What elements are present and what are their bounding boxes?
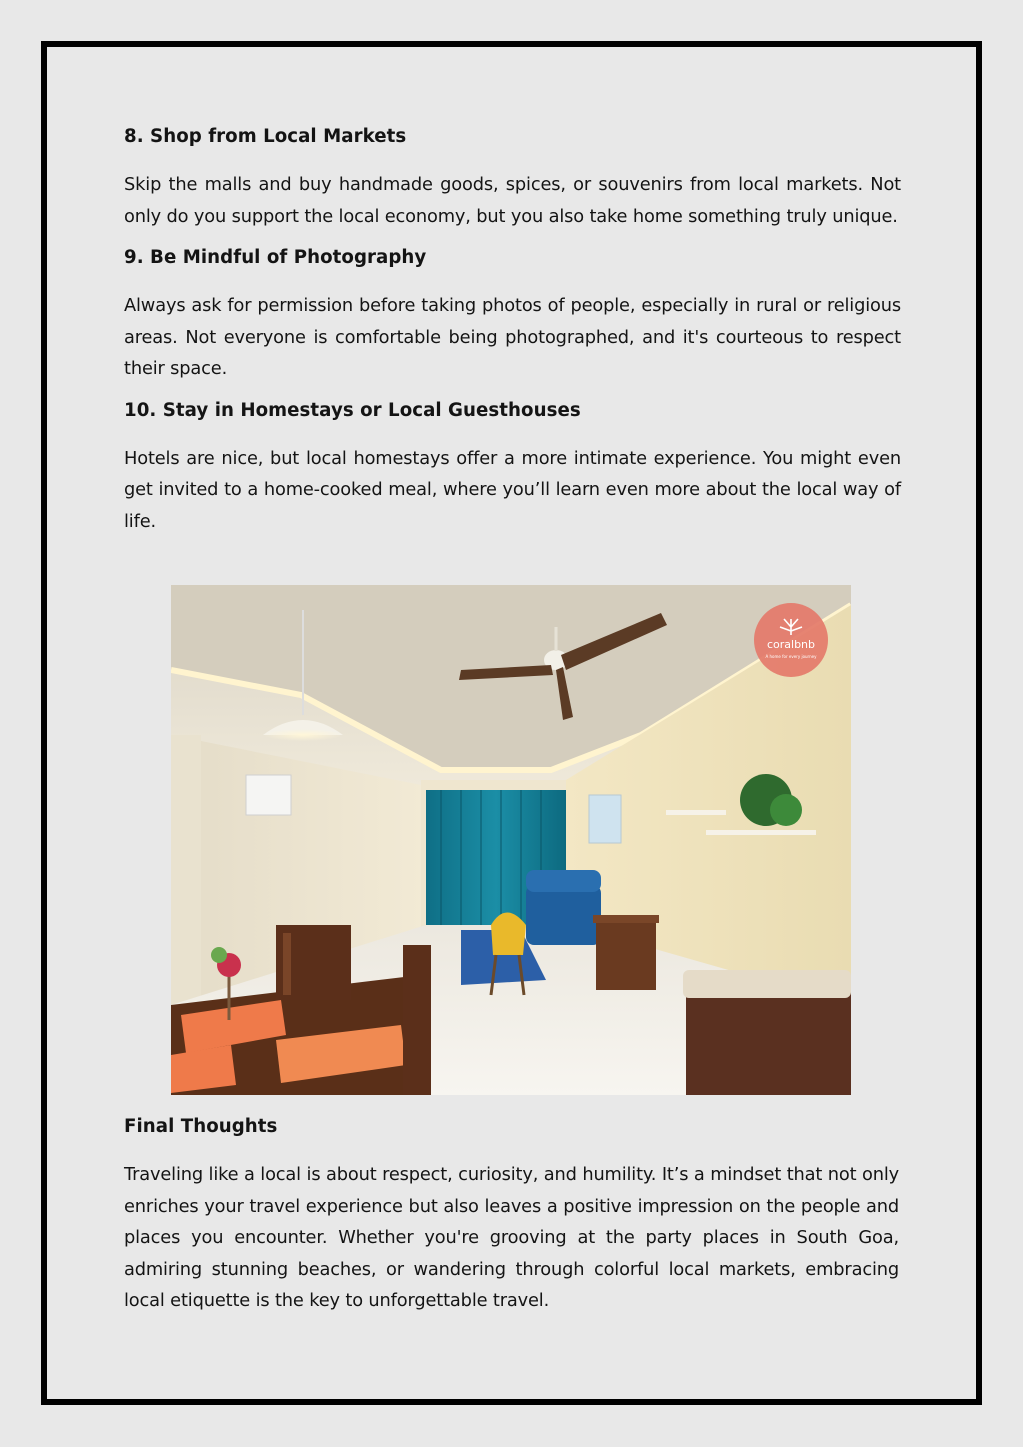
- section-10-heading: 10. Stay in Homestays or Local Guesthouses: [124, 399, 581, 421]
- coralbnb-logo-text: coralbnb: [766, 638, 816, 651]
- coralbnb-logo-tagline: A home for every journey: [765, 654, 817, 659]
- final-thoughts: [124, 1115, 899, 1331]
- section-9-heading: 9. Be Mindful of Photography: [124, 247, 427, 268]
- final-thoughts-text: Traveling like a local is about respect, curiosity, and humility. It’s a mindset that not only enriches your travel experience but also leaves a positive impression on the people and places you encounter. Whether you're grooving at the party places in South Goa, admiring stunning beaches, or wandering through colorful local markets, embracing local etiquette is the key to unforgettable travel.: [124, 1164, 899, 1311]
- homestay-living-room-photo: [171, 585, 851, 1095]
- section-10-text: Hotels are nice, but local homestays offer a more intimate experience. You might even get invited to a home-cooked meal, where you’ll learn even more about the local way of life.: [124, 447, 901, 532]
- article-body: [124, 125, 901, 551]
- section-8-text: Skip the malls and buy handmade goods, spices, or souvenirs from local markets. Not only do you support the local economy, but you also take home something truly unique.: [124, 174, 901, 227]
- final-thoughts-heading: Final Thoughts: [124, 1116, 278, 1137]
- section-8-heading: 8. Shop from Local Markets: [124, 126, 407, 147]
- section-9-text: Always ask for permission before taking photos of people, especially in rural or religious areas. Not everyone is comfortable being photographed, and it's courteous to respect their space.: [124, 295, 901, 379]
